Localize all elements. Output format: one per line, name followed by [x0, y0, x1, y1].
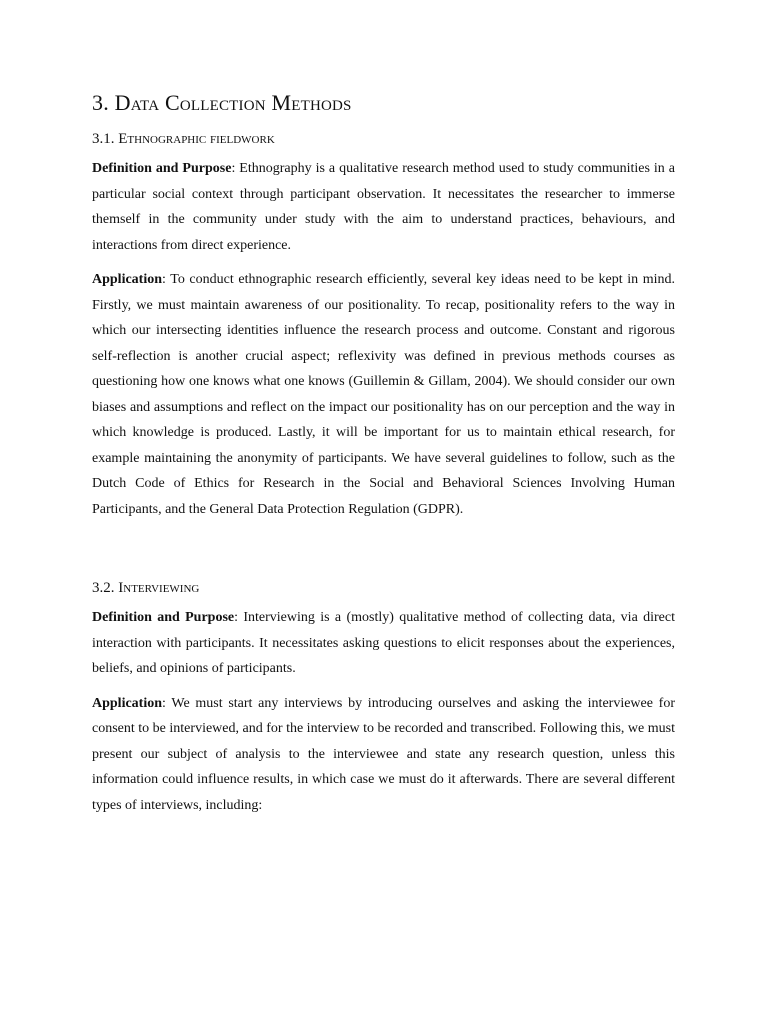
application-label: Application — [92, 695, 163, 711]
definition-label: Definition and Purpose — [92, 161, 232, 176]
ethnography-definition-paragraph — [92, 156, 675, 258]
section-spacer — [92, 531, 675, 577]
section-title-interviewing: 3.2. Interviewing — [92, 580, 200, 596]
definition-text: : Ethnography is a qualitative research method used to study communities in a particular social context through participant observation. It necessitates the researcher to immerse themself in the community under study with the aim to understand practices, behaviours, and interactions from direct experience. — [92, 161, 675, 253]
application-text: : To conduct ethnographic research efficiently, several key ideas need to be kept in mind. Firstly, we must maintain awareness of our positionality. To recap, positionality refers to the way in which our intersecting identities influence the research process and outcome. Constant and rigorous self-reflection is another crucial aspect; reflexivity was defined in previous methods courses as questioning how one knows what one knows (Guillemin & Gillam, 2004). We should consider our own biases and assumptions and reflect on the impact our positionality has on our perception and the way in which knowledge is produced. Lastly, it will be important for us to maintain ethical research, for example maintaining the anonymity of participants. We have several guidelines to follow, such as the Dutch Code of Ethics for Research in the Social and Behavioral Sciences Involving Human Participants, and the General Data Protection Regulation (GDPR). — [92, 272, 675, 517]
definition-label: Definition and Purpose — [92, 610, 235, 625]
chapter-title: 3. Data Collection Methods — [92, 90, 352, 115]
definition-text: : Interviewing is a (mostly) qualitative method of collecting data, via direct interaction with participants. It necessitates asking questions to elicit responses about the experiences, beliefs, and opinions of participants. — [92, 610, 675, 676]
document-page — [92, 88, 675, 827]
section-title-ethnographic-fieldwork: 3.1. Ethnographic fieldwork — [92, 131, 275, 147]
interviewing-application-paragraph — [92, 691, 675, 819]
interviewing-definition-paragraph — [92, 605, 675, 682]
ethnography-application-paragraph — [92, 267, 675, 522]
application-label: Application — [92, 272, 163, 287]
application-text: : We must start any interviews by introducing ourselves and asking the interviewee for consent to be interviewed, and for the interview to be recorded and transcribed. Following this, we must present our subject of analysis to the interviewee and state any research question, unless this information could influence results, in which case we must do it afterwards. There are several different types of interviews, including: — [92, 695, 675, 813]
